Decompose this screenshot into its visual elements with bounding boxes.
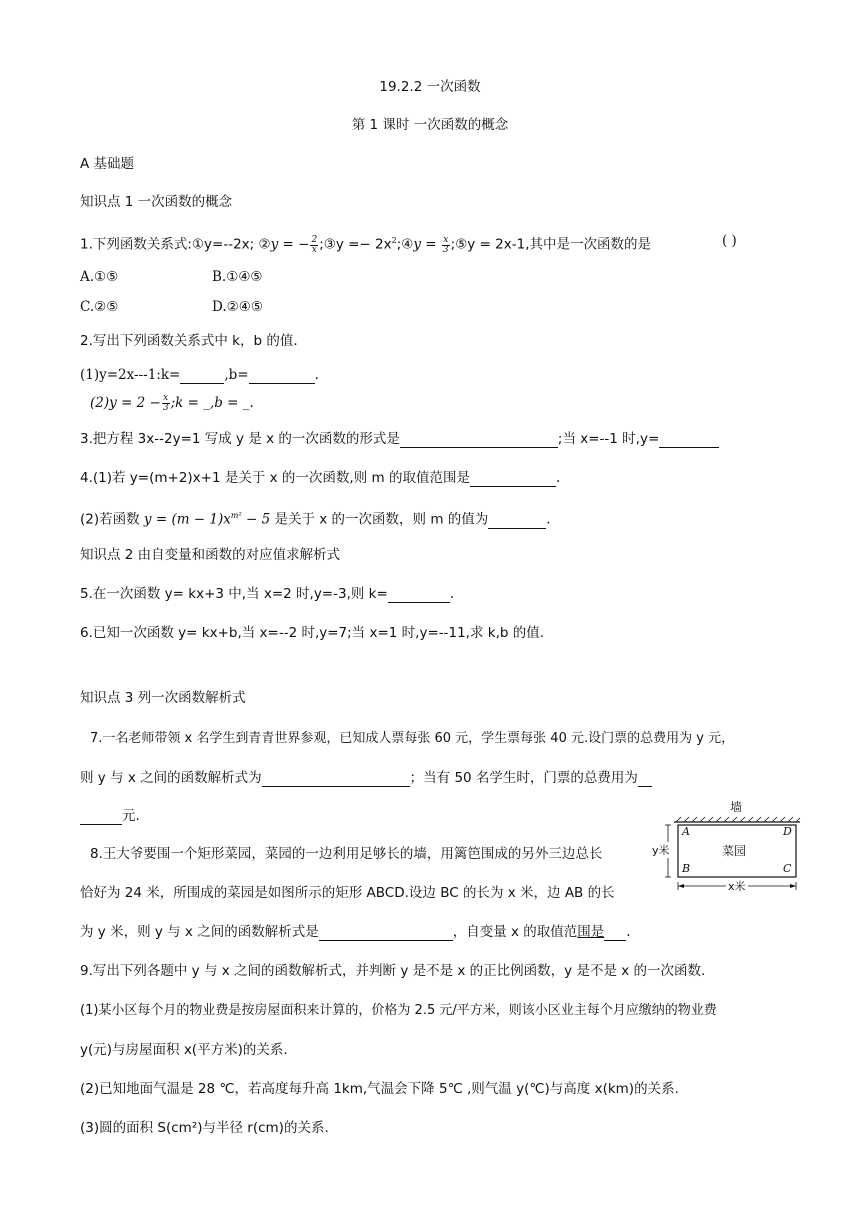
question-2-part-2: (2)y = 2 − $\frac{x}{3}$ ;k = _,b = _. [90,393,254,413]
question-7-line-2: 则 y 与 x 之间的函数解析式为 ；当有 50 名学生时，门票的总费用为 [80,769,652,787]
q1-item2-lhs: y = − [270,236,310,253]
q1-item5: ;⑤y = 2x-1,其中是一次函数的是 [450,236,652,253]
q4-m-range-blank[interactable] [470,473,556,487]
q1-option-c: C.②⑤ [80,299,119,315]
q1-item4-lhs: y = [413,236,441,253]
q1-option-a: A.①⑤ [80,269,119,285]
question-4-part-1: 4.(1)若 y=(m+2)x+1 是关于 x 的一次函数,则 m 的取值范围是 . [80,470,561,486]
q1-option-b: B.①④⑤ [212,269,263,285]
q3-y-blank[interactable] [659,434,719,448]
question-9-part-1-line-1: (1)某小区每个月的物业费是按房屋面积来计算的，价格为 2.5 元/平方米，则该小区业主每个月应缴纳的物业费 [80,1003,717,1018]
q8-domain-blank[interactable] [604,927,626,941]
vertex-d: D [783,825,792,838]
q1-item3: ;③y =− 2x [319,236,392,253]
question-4-part-2: (2)若函数 $y = (m - 1)x^{m^2} - 5$ 是关于 x 的一次函数，则 m 的值为 . [80,511,551,528]
q7-cost-blank-start[interactable] [638,773,652,787]
knowledge-point-3-title: 知识点 3 列一次函数解析式 [80,690,246,706]
question-6: 6.已知一次函数 y= kx+b,当 x=--2 时,y=7;当 x=1 时,y=--11,求 k,b 的值. [80,625,545,641]
knowledge-point-1-title: 知识点 1 一次函数的概念 [80,194,233,210]
question-7-line-1: 7.一名老师带领 x 名学生到青青世界参观，已知成人票每张 60 元，学生票每张 40 元.设门票的总费用为 y 元， [90,731,735,746]
garden-label: 菜园 [722,844,747,858]
question-3: 3.把方程 3x--2y=1 写成 y 是 x 的一次函数的形式是 ;当 x=--1 时,y= [80,430,719,448]
q2-b-blank[interactable] [249,370,315,384]
section-title: 19.2.2 一次函数 [379,79,481,95]
q2-k-blank[interactable] [180,370,224,384]
q7-expression-blank[interactable] [262,773,410,787]
q7-cost-blank-end[interactable] [80,811,122,825]
q4-m-value-blank[interactable] [488,515,546,529]
question-8-line-2: 恰好为 24 米，所围成的菜园是如图所示的矩形 ABCD.设边 BC 的长为 x 米，边 AB 的长 [80,885,615,901]
q8-expression-blank[interactable] [319,927,453,941]
question-2-stem: 2.写出下列函数关系式中 k，b 的值. [80,333,298,349]
vertex-a: A [682,825,690,838]
q3-form-blank[interactable] [400,434,558,448]
x-length-label: x米 [728,880,746,893]
q1-item2-fraction: $\frac{2}{x}$ [311,234,318,255]
question-9-part-2: (2)已知地面气温是 28 ℃，若高度每升高 1km,气温会下降 5℃ ,则气温 y(℃)与高度 x(km)的关系. [80,1081,679,1097]
vertex-c: C [783,862,792,875]
lesson-title: 第 1 课时 一次函数的概念 [351,117,509,133]
y-length-label: y米 [652,844,670,857]
garden-figure [652,798,802,894]
question-8-line-1: 8.王大爷要围一个矩形菜园，菜园的一边利用足够长的墙，用篱笆围成的另外三边总长 [90,846,603,862]
question-7-line-3: 元. [80,807,140,825]
question-2-part-1: (1)y=2x---1:k= ,b= . [80,367,319,383]
q5-k-blank[interactable] [388,589,450,603]
vertex-b: B [682,862,691,875]
question-9-stem: 9.写出下列各题中 y 与 x 之间的函数解析式，并判断 y 是不是 x 的正比例函数，y 是不是 x 的一次函数. [80,963,706,979]
q2-fraction: $\frac{x}{3}$ [162,393,169,413]
question-9-part-1-line-2: y(元)与房屋面积 x(平方米)的关系. [80,1042,288,1058]
question-1 [80,232,651,255]
level-a-heading: A 基础题 [80,156,135,172]
knowledge-point-2-title: 知识点 2 由自变量和函数的对应值求解析式 [80,547,341,563]
q1-prefix: 1.下列函数关系式:①y=--2x; ② [80,236,271,253]
q1-item3-exponent: 2 [391,236,397,245]
question-8-line-3: 为 y 米，则 y 与 x 之间的函数解析式是 ，自变量 x 的取值范围是 . [80,924,631,940]
q1-option-d: D.②④⑤ [212,299,263,315]
question-9-part-3: (3)圆的面积 S(cm²)与半径 r(cm)的关系. [80,1120,329,1136]
question-5: 5.在一次函数 y= kx+3 中,当 x=2 时,y=-3,则 k= . [80,586,455,602]
wall-hatch [676,817,800,822]
q1-answer-bracket: ( ) [722,233,737,249]
q1-item4-prefix: ;④ [396,236,414,253]
q1-item4-fraction: $\frac{x}{3}$ [442,234,449,255]
wall-label: 墙 [730,800,743,814]
